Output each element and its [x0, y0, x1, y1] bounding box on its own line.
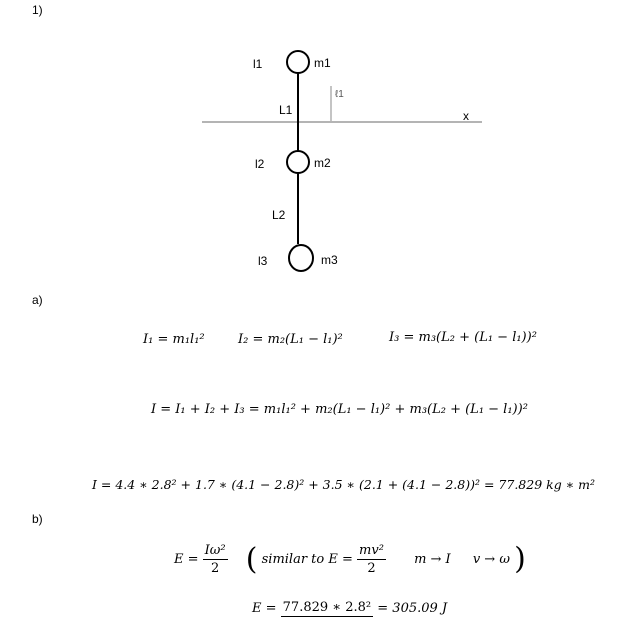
map-v-to-omega: v → ω	[472, 552, 510, 567]
label-x-axis: x	[463, 109, 469, 123]
question-number-1: 1)	[32, 3, 43, 17]
similar-denominator: 2	[367, 561, 376, 576]
energy2-result: = 305.09 J	[377, 601, 448, 616]
label-L1: L1	[279, 103, 293, 117]
equation-energy	[174, 543, 526, 576]
open-paren: (	[245, 541, 258, 577]
energy2-numerator: 77.829 ∗ 2.8²	[282, 600, 372, 615]
energy2-fraction	[281, 600, 373, 617]
equation-energy-numeric	[252, 600, 447, 617]
part-b-label: b)	[32, 512, 43, 526]
similar-text: similar to E =	[261, 552, 353, 567]
similar-fraction	[357, 543, 386, 576]
energy-lhs: E =	[174, 552, 199, 567]
close-paren: )	[514, 541, 526, 577]
part-a-label: a)	[32, 293, 43, 307]
mass-3-circle	[289, 245, 313, 271]
energy-fraction	[203, 543, 228, 576]
equation-I1: I₁ = m₁l₁²	[143, 332, 205, 347]
map-m-to-I: m → I	[414, 552, 451, 567]
equation-I-total: I = I₁ + I₂ + I₃ = m₁l₁² + m₂(L₁ − l₁)² + m₃(L₂ + (L₁ − l₁))²	[151, 402, 528, 417]
label-m1: m1	[314, 56, 331, 70]
equation-I-numeric	[92, 477, 595, 492]
equation-I2: I₂ = m₂(L₁ − l₁)²	[238, 332, 343, 347]
energy-numerator: Iω²	[204, 543, 226, 558]
energy-denominator: 2	[210, 561, 220, 576]
mass-1-circle	[287, 51, 309, 73]
label-m2: m2	[314, 156, 331, 170]
equation-I-numeric-expression: I = 4.4 ∗ 2.8² + 1.7 ∗ (4.1 − 2.8)² + 3.5 ∗ (2.1 + (4.1 − 2.8))²	[92, 477, 480, 492]
label-l3: l3	[258, 254, 268, 268]
mass-2-circle	[287, 151, 309, 173]
label-l1: l1	[253, 57, 263, 71]
label-L2: L2	[272, 208, 286, 222]
equation-I3: I₃ = m₃(L₂ + (L₁ − l₁))²	[389, 330, 537, 345]
pendulum-diagram	[0, 0, 637, 290]
energy2-lhs: E =	[252, 601, 277, 616]
label-ell1: ℓ1	[335, 89, 344, 100]
similar-numerator: mv²	[359, 543, 384, 558]
equation-I-numeric-result: = 77.829 kg ∗ m²	[483, 477, 596, 492]
label-m3: m3	[321, 253, 338, 267]
label-l2: l2	[255, 157, 265, 171]
